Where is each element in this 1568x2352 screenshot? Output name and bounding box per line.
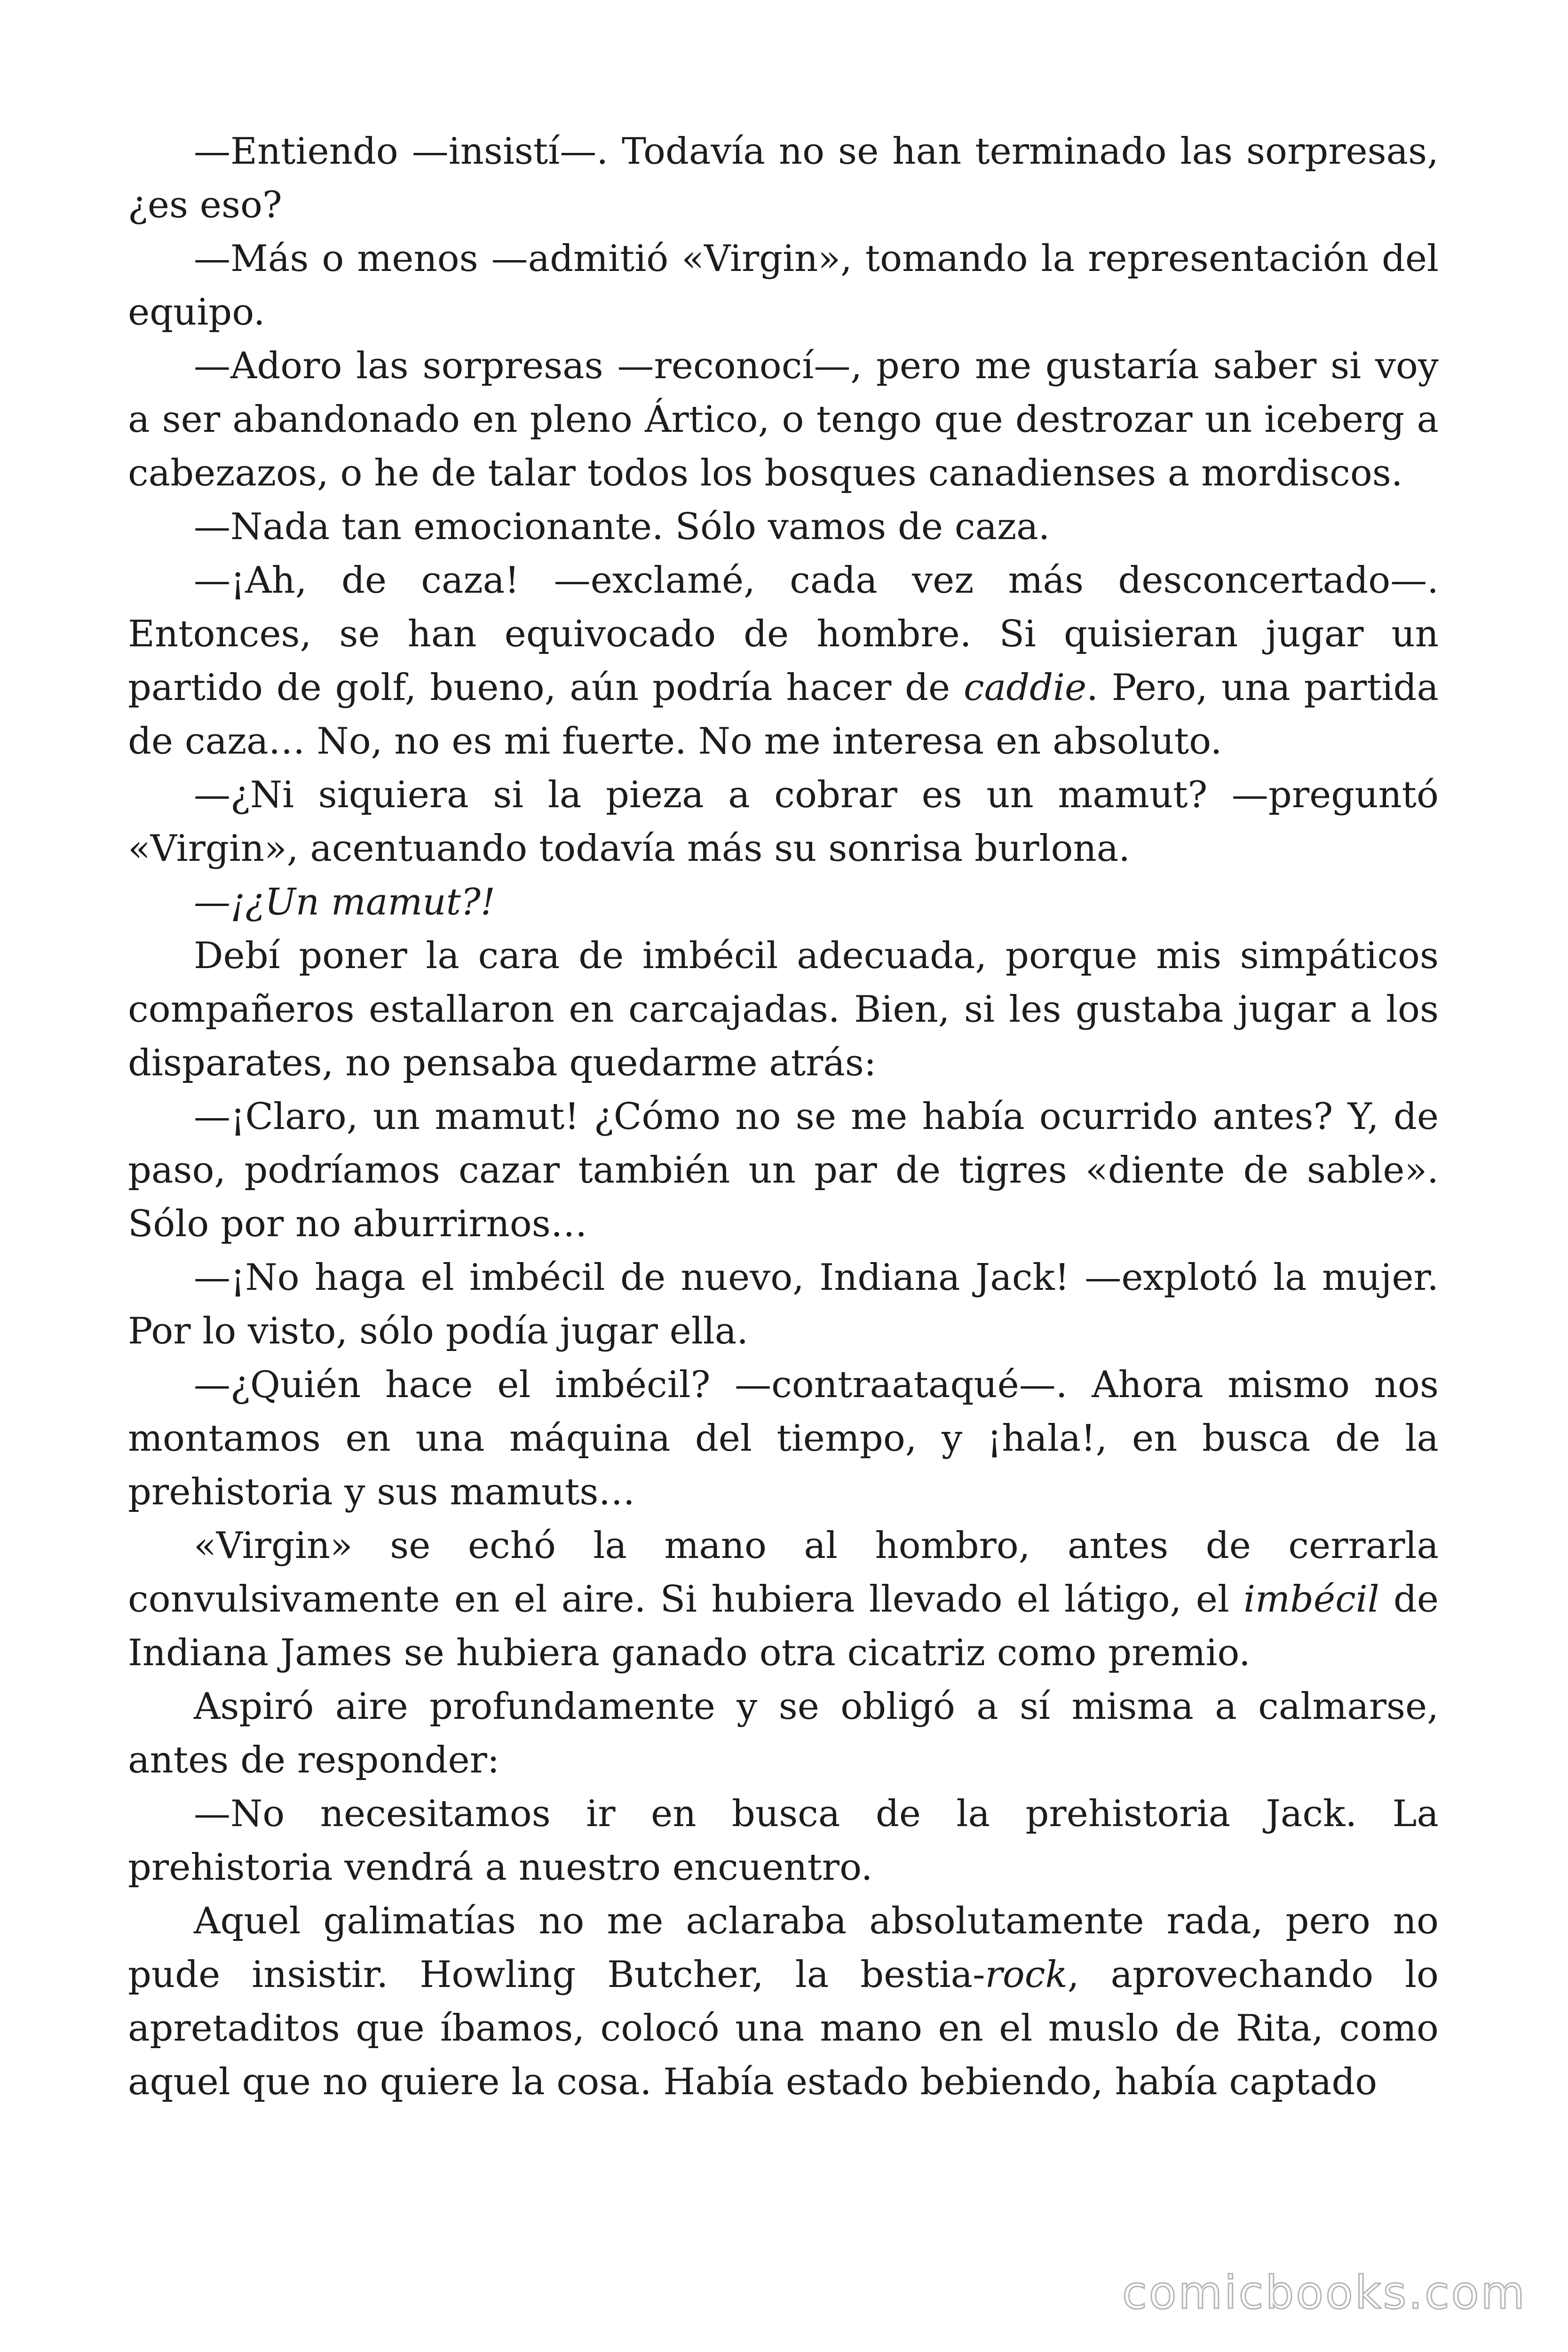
paragraph [128,1894,1439,2109]
paragraph [128,929,1439,1090]
watermark: comicbooks.com [1122,2266,1527,2319]
text-span: de Indiana James se hubiera ganado otra cicatriz como premio. [128,1578,1439,1674]
text-span: «Virgin» se echó la mano al hombro, antes de cerrarla convulsivamente en el aire. Si hubiera llevado el látigo, el [128,1525,1439,1621]
paragraph [128,339,1439,500]
book-page-text [128,125,1439,2109]
paragraph [128,554,1439,768]
paragraph [128,1787,1439,1894]
text-span: —¡No haga el imbécil de nuevo, Indiana Jack! —explotó la mujer. Por lo visto, sólo podía jugar ella. [128,1256,1439,1352]
text-span: —Más o menos —admitió «Virgin», tomando la representación del equipo. [128,238,1439,334]
paragraph [128,500,1439,554]
text-span: —¿Quién hace el imbécil? —contraataqué—. Ahora mismo nos montamos en una máquina del tiempo, y ¡hala!, en busca de la prehistoria y sus mamuts… [128,1364,1439,1513]
text-span: . Pero, una partida de caza… No, no es mi fuerte. No me interesa en absoluto. [128,667,1439,763]
text-span: —Nada tan emocionante. Sólo vamos de caza. [194,506,1050,548]
paragraph [128,1251,1439,1358]
text-span: Aspiró aire profundamente y se obligó a sí misma a calmarse, antes de responder: [128,1685,1439,1781]
paragraph [128,232,1439,339]
text-span: —¡Ah, de caza! —exclamé, cada vez más desconcertado—. Entonces, se han equivocado de hombre. Si quisieran jugar un partido de golf, bueno, aún podría hacer de [128,559,1439,709]
paragraph [128,1519,1439,1680]
paragraph [128,125,1439,232]
italic-text: —¡¿Un mamut?! [194,881,496,923]
text-span: , aprovechando lo apretaditos que íbamos, colocó una mano en el muslo de Rita, como aquel que no quiere la cosa. Había estado bebiendo, había captado [128,1954,1439,2103]
paragraph [128,1358,1439,1519]
text-span: —¡Claro, un mamut! ¿Cómo no se me había ocurrido antes? Y, de paso, podríamos cazar también un par de tigres «diente de sable». Sólo por no aburrirnos… [128,1096,1439,1245]
italic-text: caddie [964,667,1087,709]
italic-text: imbécil [1243,1578,1379,1621]
text-span: —¿Ni siquiera si la pieza a cobrar es un mamut? —preguntó «Virgin», acentuando todavía más su sonrisa burlona. [128,774,1439,870]
paragraph [128,1680,1439,1787]
paragraph [128,1090,1439,1251]
italic-text: rock [985,1954,1068,1996]
text-span: —Adoro las sorpresas —reconocí—, pero me gustaría saber si voy a ser abandonado en pleno Ártico, o tengo que destrozar un iceberg a cabezazos, o he de talar todos los bosques canadienses a mordiscos. [128,345,1439,494]
text-span: Debí poner la cara de imbécil adecuada, porque mis simpáticos compañeros estallaron en carcajadas. Bien, si les gustaba jugar a los disparates, no pensaba quedarme atrás: [128,935,1439,1084]
text-span: Aquel galimatías no me aclaraba absolutamente rada, pero no pude insistir. Howling Butcher, la bestia- [128,1900,1439,1996]
text-span: —No necesitamos ir en busca de la prehistoria Jack. La prehistoria vendrá a nuestro encuentro. [128,1793,1439,1889]
text-span: —Entiendo —insistí—. Todavía no se han terminado las sorpresas, ¿es eso? [128,130,1439,226]
paragraph [128,768,1439,875]
paragraph [128,875,1439,929]
